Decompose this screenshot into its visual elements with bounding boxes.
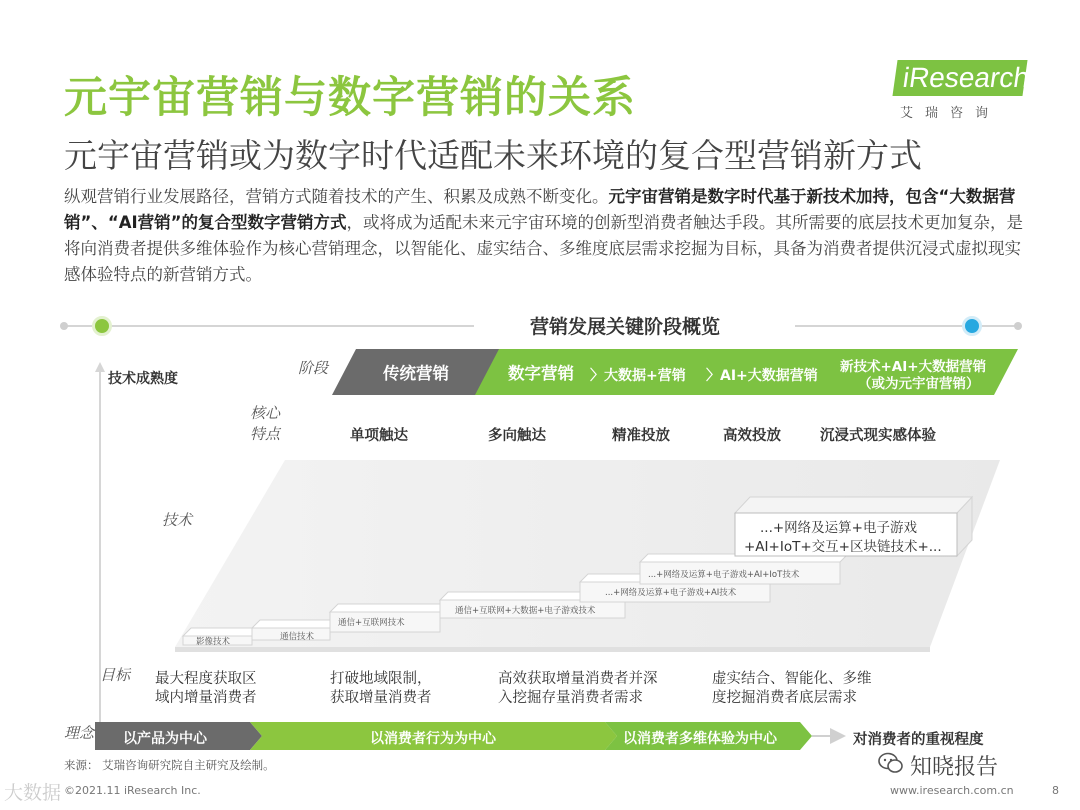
intro-text-1: 纵观营销行业发展路径，营销方式随着技术的产生、积累及成熟不断变化。 (64, 187, 609, 206)
tech-top-line-2: +AI+IoT+交互+区块链技术+... (744, 539, 942, 555)
iresearch-logo-cn: 艾瑞咨询 (900, 106, 1001, 121)
stair-step-3 (330, 604, 448, 612)
goal-2: 打破地域限制，获取增量消费者 (330, 671, 432, 706)
stair-step-2 (252, 620, 338, 628)
tech-step-4: 通信+互联网+大数据+电子游戏技术 (455, 606, 596, 616)
footer-url[interactable]: www.iresearch.com.cn (890, 784, 1014, 797)
copyright: ©2021.11 iResearch Inc. (64, 784, 201, 797)
row-label-goal: 目标 (100, 666, 131, 684)
page-subtitle: 元宇宙营销或为数字时代适配未来环境的复合型营销新方式 (64, 136, 922, 175)
x-axis-label: 对消费者的重视程度 (853, 732, 984, 748)
goal-3: 高效获取增量消费者并深入挖掘存量消费者需求 (498, 671, 658, 706)
row-label-tech: 技术 (162, 511, 193, 529)
intro-text-bold: 元宇宙营销是数字时代基于新技术加持，包含“大数据营销”、“AI营销”的复合型数字营销方式 (64, 187, 1016, 232)
tech-plane-edge (175, 647, 930, 652)
stage-ai-bigdata: 〉AI+大数据营销 (706, 368, 818, 384)
feature-efficient: 高效投放 (723, 428, 781, 444)
row-label-feature-2: 特点 (250, 425, 281, 443)
concept-behavior: 以消费者行为为中心 (370, 731, 496, 747)
feature-multi: 多向触达 (488, 428, 546, 444)
stage-metaverse-note: （或为元宇宙营销） (858, 376, 980, 392)
intro-text-2: ，或将成为适配未来元宇宙环境的创新型消费者触达手段。其所需要的底层技术更加复杂，是将向消费者提供多维体验作为核心营销理念，以智能化、虚实结合、多维度底层需求挖掘为目标，具备为消费者提供沉浸式虚拟现实感体验特点的新营销方式。 (64, 213, 1023, 284)
watermark: 大数据 (4, 782, 62, 804)
stage-bigdata: 〉大数据+营销 (590, 368, 686, 384)
tech-top-line-1: ...+网络及运算+电子游戏 (760, 520, 917, 536)
wechat-account: 知晓报告 (910, 755, 999, 780)
row-label-concept: 理念 (64, 724, 95, 742)
tech-step-6: ...+网络及运算+电子游戏+AI+IoT技术 (648, 570, 800, 580)
feature-precise: 精准投放 (612, 428, 670, 444)
tech-step-3: 通信+互联网技术 (338, 618, 405, 628)
stair-top-box-top (735, 497, 972, 513)
page-title: 元宇宙营销与数字营销的关系 (64, 73, 636, 123)
row-label-feature-1: 核心 (250, 404, 281, 422)
y-axis-arrow (95, 362, 105, 372)
row-label-stage: 阶段 (298, 359, 329, 377)
concept-experience: 以消费者多维体验为中心 (623, 731, 777, 747)
stage-new-tech: 新技术+AI+大数据营销 (840, 359, 987, 375)
iresearch-logo: iResearch (892, 60, 1027, 96)
source-note: 来源： 艾瑞咨询研究院自主研究及绘制。 (64, 758, 275, 772)
concept-product: 以产品为中心 (123, 731, 207, 747)
feature-single: 单项触达 (350, 428, 408, 444)
tech-step-5: ...+网络及运算+电子游戏+AI技术 (605, 588, 737, 598)
goal-4: 虚实结合、智能化、多维度挖掘消费者底层需求 (712, 671, 872, 706)
goal-1: 最大程度获取区域内增量消费者 (155, 671, 257, 706)
page-number: 8 (1052, 784, 1059, 797)
y-axis-label: 技术成熟度 (108, 371, 178, 387)
tech-step-2: 通信技术 (280, 632, 315, 642)
stage-digital: 数字营销 (508, 364, 574, 383)
diagram-title: 营销发展关键阶段概览 (530, 316, 721, 338)
tech-step-1: 影像技术 (196, 637, 231, 647)
stage-traditional: 传统营销 (383, 364, 449, 383)
wechat-icon (878, 752, 904, 774)
feature-immersive: 沉浸式现实感体验 (820, 428, 936, 444)
